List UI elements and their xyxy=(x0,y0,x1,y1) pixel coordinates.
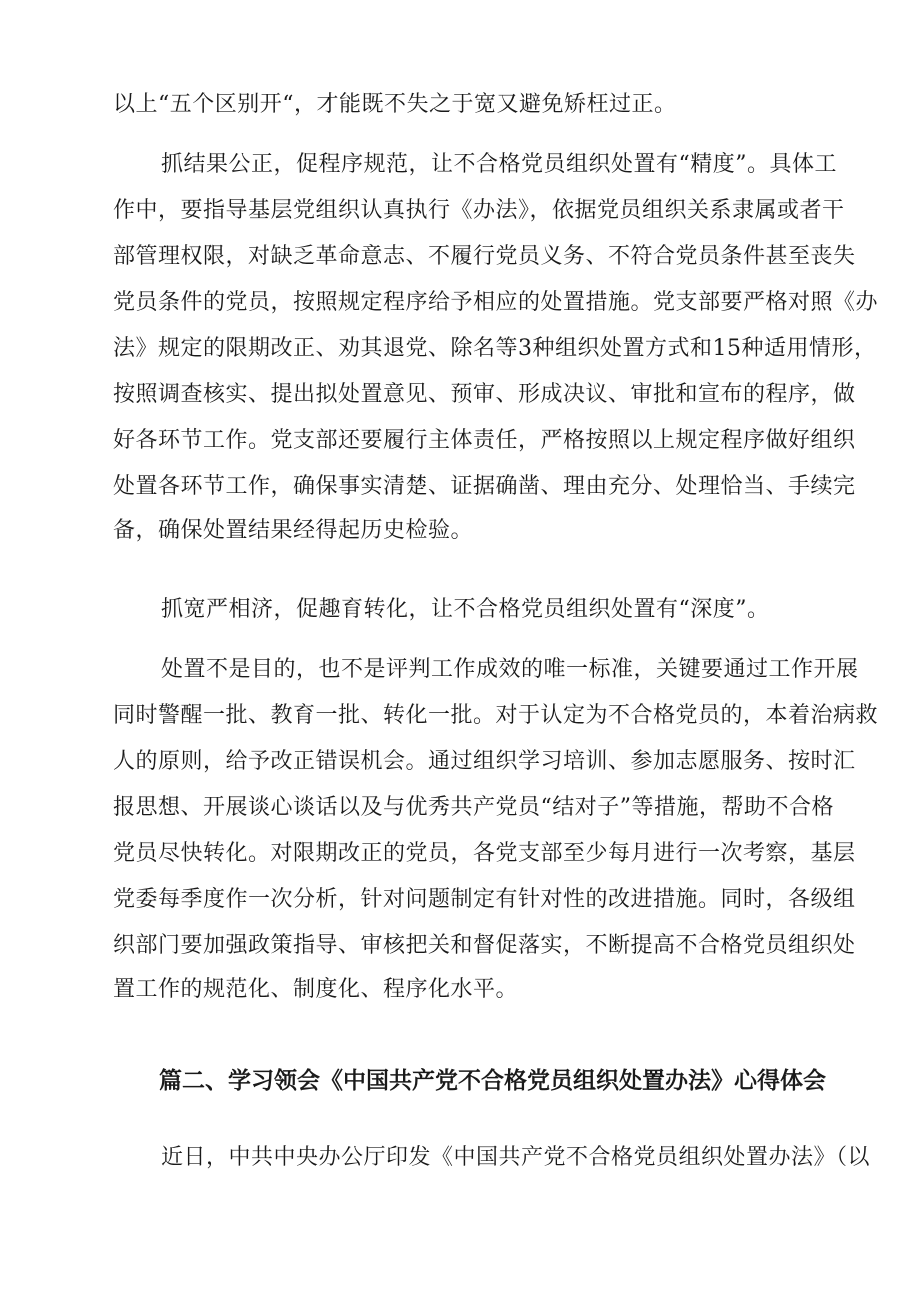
text-line: 人的原则，给予改正错误机会。通过组织学习培训、参加志愿服务、按时汇 xyxy=(113,749,856,774)
text-line: 好各环节工作。党支部还要履行主体责任，严格按照以上规定程序做好组织 xyxy=(113,428,856,453)
text-line: 置工作的规范化、制度化、程序化水平。 xyxy=(113,977,519,1002)
text-line: 报思想、开展谈心谈话以及与优秀共产党员“结对子”等措施，帮助不合格 xyxy=(113,795,834,820)
text-line: 抓结果公正，促程序规范，让不合格党员组织处置有“精度”。具体工 xyxy=(161,152,837,177)
text-line: 处置各环节工作，确保事实清楚、证据确凿、理由充分、处理恰当、手续完 xyxy=(113,474,856,499)
text-line: 处置不是目的，也不是评判工作成效的唯一标准，关键要通过工作开展 xyxy=(161,657,859,682)
text-line: 近日，中共中央办公厅印发《中国共产党不合格党员组织处置办法》（以 xyxy=(161,1145,871,1170)
text-line: 按照调查核实、提出拟处置意见、预审、形成决议、审批和宣布的程序，做 xyxy=(113,382,856,407)
text-line: 抓宽严相济，促趣育转化，让不合格党员组织处置有“深度”。 xyxy=(161,597,770,622)
text-line: 以上“五个区别开“，才能既不失之于宽又避免矫枉过正。 xyxy=(113,92,677,117)
text-line: 织部门要加强政策指导、审核把关和督促落实，不断提高不合格党员组织处 xyxy=(113,933,856,958)
text-line: 备，确保处置结果经得起历史检验。 xyxy=(113,518,474,543)
text-line: 党员尽快转化。对限期改正的党员，各党支部至少每月进行一次考察，基层 xyxy=(113,841,856,866)
text-line: 部管理权限，对缺乏革命意志、不履行党员义务、不符合党员条件甚至丧失 xyxy=(113,244,856,269)
section-heading: 篇二、学习领会《中国共产党不合格党员组织处置办法》心得体会 xyxy=(159,1068,826,1094)
text-line: 党委每季度作一次分析，针对问题制定有针对性的改进措施。同时，各级组 xyxy=(113,887,856,912)
text-line: 法》规定的限期改正、劝其退党、除名等3种组织处置方式和15种适用情形， xyxy=(113,336,877,361)
text-line: 同时警醒一批、教育一批、转化一批。对于认定为不合格党员的，本着治病救 xyxy=(113,703,879,728)
text-line: 作中，要指导基层党组织认真执行《办法》，依据党员组织关系隶属或者干 xyxy=(113,198,845,223)
text-line: 党员条件的党员，按照规定程序给予相应的处置措施。党支部要严格对照《办 xyxy=(113,290,879,315)
